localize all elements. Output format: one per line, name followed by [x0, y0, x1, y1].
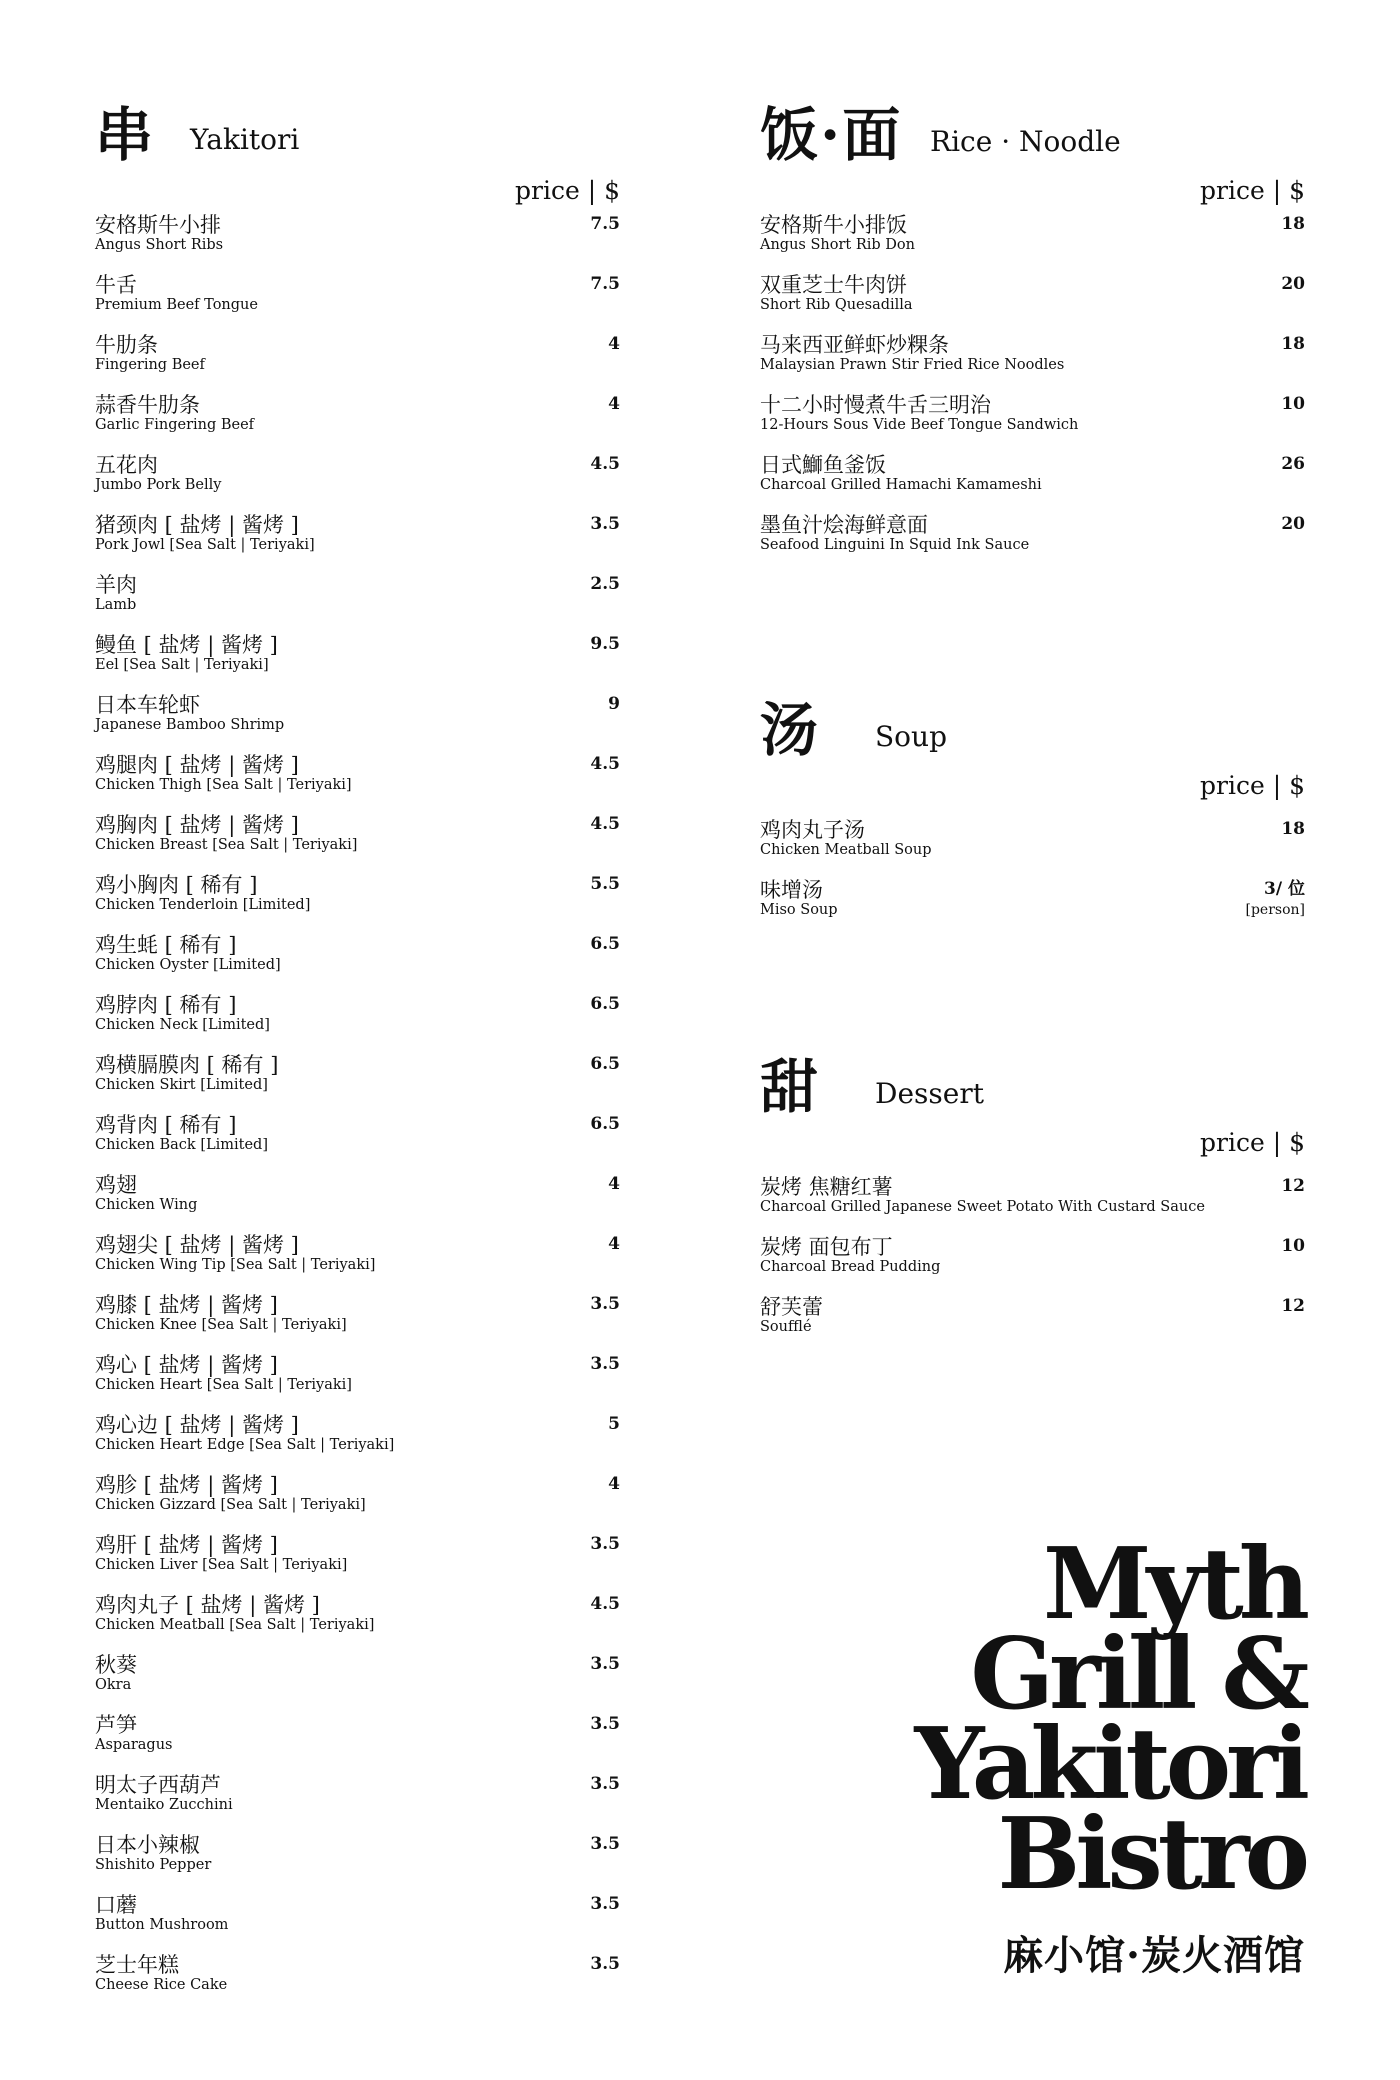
- item-name-cn: 十二小时慢煮牛舌三明治: [760, 393, 991, 417]
- item-name-en: Chicken Thigh [Sea Salt | Teriyaki]: [95, 777, 352, 793]
- item-price: 6.5: [590, 1114, 620, 1134]
- item-name-en: Chicken Liver [Sea Salt | Teriyaki]: [95, 1557, 348, 1573]
- item-name-en: Angus Short Rib Don: [760, 237, 915, 253]
- menu-item: [95, 872, 620, 932]
- item-name-en: Charcoal Grilled Japanese Sweet Potato With Custard Sauce: [760, 1199, 1205, 1215]
- item-name-cn: 蒜香牛肋条: [95, 393, 200, 417]
- menu-item: [95, 1892, 620, 1952]
- menu-item: [95, 1952, 620, 2012]
- brand-line-4: Bistro: [997, 1797, 1305, 1912]
- item-name-en: Chicken Meatball Soup: [760, 842, 932, 858]
- menu-item: [95, 992, 620, 1052]
- price-column-header: price | $: [1200, 1128, 1305, 1157]
- item-price: 4.5: [590, 454, 620, 474]
- item-price: 18: [1281, 214, 1305, 234]
- menu-item: [760, 1294, 1305, 1354]
- item-price: 26: [1281, 454, 1305, 474]
- item-name-en: Eel [Sea Salt | Teriyaki]: [95, 657, 269, 673]
- item-name-cn: 鸡胗 [ 盐烤 | 酱烤 ]: [95, 1473, 278, 1497]
- item-name-cn: 芝士年糕: [95, 1953, 179, 1977]
- item-name-cn: 马来西亚鲜虾炒粿条: [760, 333, 949, 357]
- item-price: 20: [1281, 274, 1305, 294]
- item-name-cn: 鸡横膈膜肉 [ 稀有 ]: [95, 1053, 279, 1077]
- item-name-cn: 鸡翅: [95, 1173, 137, 1197]
- item-name-cn: 鸡心边 [ 盐烤 | 酱烤 ]: [95, 1413, 299, 1437]
- item-name-en: Chicken Neck [Limited]: [95, 1017, 270, 1033]
- item-price: 4: [608, 1174, 620, 1194]
- item-price: 9.5: [590, 634, 620, 654]
- item-name-en: Chicken Gizzard [Sea Salt | Teriyaki]: [95, 1497, 366, 1513]
- item-name-en: Chicken Heart Edge [Sea Salt | Teriyaki]: [95, 1437, 395, 1453]
- item-price: 4: [608, 1234, 620, 1254]
- menu-list: [760, 817, 1305, 937]
- menu-item: [95, 1232, 620, 1292]
- item-name-cn: 安格斯牛小排饭: [760, 213, 907, 237]
- item-name-en: Soufflé: [760, 1319, 812, 1335]
- item-name-en: Charcoal Grilled Hamachi Kamameshi: [760, 477, 1042, 493]
- section-title-cn: 串: [95, 101, 156, 169]
- item-price: 3.5: [590, 1534, 620, 1554]
- item-name-en: Malaysian Prawn Stir Fried Rice Noodles: [760, 357, 1065, 373]
- item-name-en: 12-Hours Sous Vide Beef Tongue Sandwich: [760, 417, 1079, 433]
- item-price: 3.5: [590, 1774, 620, 1794]
- item-name-cn: 鸡翅尖 [ 盐烤 | 酱烤 ]: [95, 1233, 299, 1257]
- item-price: 3.5: [590, 514, 620, 534]
- item-name-cn: 日式鰤鱼釜饭: [760, 453, 886, 477]
- menu-item: [95, 1472, 620, 1532]
- item-price: 4.5: [590, 754, 620, 774]
- item-name-cn: 明太子西葫芦: [95, 1773, 221, 1797]
- menu-item: [760, 817, 1305, 877]
- item-name-cn: 五花肉: [95, 453, 158, 477]
- item-name-cn: 猪颈肉 [ 盐烤 | 酱烤 ]: [95, 513, 299, 537]
- menu-list: [760, 212, 1305, 572]
- section-header: [760, 695, 1305, 765]
- section-header: [95, 100, 620, 170]
- item-price: 6.5: [590, 934, 620, 954]
- item-name-cn: 鸡肉丸子汤: [760, 818, 865, 842]
- price-column-header: price | $: [1200, 176, 1305, 205]
- item-name-en: Pork Jowl [Sea Salt | Teriyaki]: [95, 537, 315, 553]
- item-name-en: Chicken Meatball [Sea Salt | Teriyaki]: [95, 1617, 375, 1633]
- item-name-cn: 牛舌: [95, 273, 137, 297]
- menu-item: [95, 1652, 620, 1712]
- item-name-cn: 舒芙蕾: [760, 1295, 823, 1319]
- item-name-en: Fingering Beef: [95, 357, 205, 373]
- item-name-cn: 羊肉: [95, 573, 137, 597]
- item-price: 10: [1281, 394, 1305, 414]
- item-price: 9: [608, 694, 620, 714]
- item-name-en: Mentaiko Zucchini: [95, 1797, 233, 1813]
- menu-item: [95, 932, 620, 992]
- brand-line-2: Grill &: [970, 1617, 1305, 1732]
- item-price: 4.5: [590, 1594, 620, 1614]
- item-name-en: Chicken Wing Tip [Sea Salt | Teriyaki]: [95, 1257, 376, 1273]
- item-price: 4: [608, 334, 620, 354]
- brand-line-1: Myth: [1043, 1527, 1305, 1642]
- item-name-en: Miso Soup: [760, 902, 838, 918]
- section-title-cn: 饭·面: [760, 101, 903, 169]
- item-price: 7.5: [590, 214, 620, 234]
- item-price: 2.5: [590, 574, 620, 594]
- item-name-en: Charcoal Bread Pudding: [760, 1259, 941, 1275]
- menu-item: [760, 452, 1305, 512]
- menu-list: [760, 1174, 1305, 1354]
- menu-item: [95, 1772, 620, 1832]
- item-price: 3.5: [590, 1654, 620, 1674]
- item-name-en: Chicken Heart [Sea Salt | Teriyaki]: [95, 1377, 352, 1393]
- item-name-en: Garlic Fingering Beef: [95, 417, 255, 433]
- item-name-cn: 炭烤 面包布丁: [760, 1235, 893, 1259]
- brand-line-3: Yakitori: [914, 1707, 1305, 1822]
- menu-item: [95, 692, 620, 752]
- menu-item: [95, 1292, 620, 1352]
- item-price: 3.5: [590, 1834, 620, 1854]
- item-name-en: Okra: [95, 1677, 132, 1693]
- menu-item: [95, 332, 620, 392]
- price-column-header: price | $: [515, 176, 620, 205]
- item-name-cn: 秋葵: [95, 1653, 137, 1677]
- menu-item: [95, 1532, 620, 1592]
- item-name-cn: 炭烤 焦糖红薯: [760, 1175, 893, 1199]
- item-name-en: Short Rib Quesadilla: [760, 297, 913, 313]
- item-name-en: Shishito Pepper: [95, 1857, 212, 1873]
- item-name-cn: 安格斯牛小排: [95, 213, 221, 237]
- menu-item: [95, 1112, 620, 1172]
- item-name-en: Cheese Rice Cake: [95, 1977, 228, 1993]
- item-name-en: Chicken Skirt [Limited]: [95, 1077, 268, 1093]
- item-name-en: Lamb: [95, 597, 137, 613]
- item-price: 12: [1281, 1296, 1305, 1316]
- item-price-note: [person]: [1245, 902, 1305, 918]
- item-price: 3.5: [590, 1354, 620, 1374]
- item-price: 5.5: [590, 874, 620, 894]
- menu-list: [95, 212, 620, 2012]
- item-name-en: Chicken Back [Limited]: [95, 1137, 268, 1153]
- item-name-cn: 鸡肉丸子 [ 盐烤 | 酱烤 ]: [95, 1593, 320, 1617]
- item-name-cn: 鸡生蚝 [ 稀有 ]: [95, 933, 237, 957]
- item-price: 4: [608, 1474, 620, 1494]
- item-price: 6.5: [590, 1054, 620, 1074]
- menu-item: [95, 1412, 620, 1472]
- item-price: 5: [608, 1414, 620, 1434]
- item-name-en: Premium Beef Tongue: [95, 297, 258, 313]
- brand-name-cn: 麻小馆·炭火酒馆: [1003, 1932, 1305, 1979]
- menu-item: [95, 512, 620, 572]
- menu-item: [95, 452, 620, 512]
- item-name-cn: 鳗鱼 [ 盐烤 | 酱烤 ]: [95, 633, 278, 657]
- item-name-cn: 鸡心 [ 盐烤 | 酱烤 ]: [95, 1353, 278, 1377]
- menu-item: [95, 632, 620, 692]
- item-name-en: Seafood Linguini In Squid Ink Sauce: [760, 537, 1030, 553]
- item-name-en: Button Mushroom: [95, 1917, 229, 1933]
- item-name-en: Chicken Tenderloin [Limited]: [95, 897, 311, 913]
- item-price: 3/ 位: [1264, 879, 1305, 899]
- section-title-en: Rice · Noodle: [930, 125, 1121, 158]
- item-name-cn: 日本小辣椒: [95, 1833, 200, 1857]
- item-name-cn: 牛肋条: [95, 333, 158, 357]
- item-price: 4.5: [590, 814, 620, 834]
- item-name-cn: 芦笋: [95, 1713, 137, 1737]
- item-name-en: Chicken Breast [Sea Salt | Teriyaki]: [95, 837, 358, 853]
- menu-item: [95, 812, 620, 872]
- item-price: 18: [1281, 334, 1305, 354]
- section-rice-noodle: [760, 100, 1305, 572]
- item-name-en: Chicken Oyster [Limited]: [95, 957, 281, 973]
- menu-item: [95, 1172, 620, 1232]
- item-name-cn: 鸡脖肉 [ 稀有 ]: [95, 993, 237, 1017]
- item-name-cn: 日本车轮虾: [95, 693, 200, 717]
- menu-item: [95, 1712, 620, 1772]
- section-soup: [760, 695, 1305, 937]
- menu-item: [760, 877, 1305, 937]
- menu-item: [95, 1052, 620, 1112]
- section-dessert: [760, 1052, 1305, 1354]
- section-yakitori: [95, 100, 620, 2012]
- menu-item: [760, 512, 1305, 572]
- item-name-en: Asparagus: [95, 1737, 173, 1753]
- item-price: 3.5: [590, 1954, 620, 1974]
- section-title-cn: 甜: [760, 1053, 821, 1121]
- item-name-cn: 味增汤: [760, 878, 823, 902]
- section-title-en: Soup: [875, 720, 947, 753]
- item-name-cn: 鸡背肉 [ 稀有 ]: [95, 1113, 237, 1137]
- item-name-cn: 双重芝士牛肉饼: [760, 273, 907, 297]
- menu-item: [95, 1352, 620, 1412]
- item-name-en: Chicken Wing: [95, 1197, 198, 1213]
- menu-item: [95, 392, 620, 452]
- menu-item: [760, 272, 1305, 332]
- menu-item: [95, 1832, 620, 1892]
- item-name-cn: 鸡胸肉 [ 盐烤 | 酱烤 ]: [95, 813, 299, 837]
- item-name-cn: 鸡腿肉 [ 盐烤 | 酱烤 ]: [95, 753, 299, 777]
- menu-item: [95, 752, 620, 812]
- menu-item: [95, 212, 620, 272]
- item-name-en: Japanese Bamboo Shrimp: [95, 717, 285, 733]
- item-price: 10: [1281, 1236, 1305, 1256]
- menu-item: [95, 272, 620, 332]
- item-name-en: Chicken Knee [Sea Salt | Teriyaki]: [95, 1317, 347, 1333]
- item-price: 7.5: [590, 274, 620, 294]
- section-title-en: Yakitori: [190, 123, 300, 156]
- item-price: 20: [1281, 514, 1305, 534]
- section-title-en: Dessert: [875, 1077, 984, 1110]
- item-name-en: Jumbo Pork Belly: [95, 477, 222, 493]
- item-name-cn: 鸡肝 [ 盐烤 | 酱烤 ]: [95, 1533, 278, 1557]
- item-name-cn: 鸡小胸肉 [ 稀有 ]: [95, 873, 258, 897]
- menu-item: [95, 1592, 620, 1652]
- item-price: 18: [1281, 819, 1305, 839]
- menu-item: [760, 212, 1305, 272]
- item-price: 3.5: [590, 1894, 620, 1914]
- item-name-cn: 鸡膝 [ 盐烤 | 酱烤 ]: [95, 1293, 278, 1317]
- menu-item: [760, 332, 1305, 392]
- item-price: 6.5: [590, 994, 620, 1014]
- item-name-cn: 墨鱼汁烩海鲜意面: [760, 513, 928, 537]
- brand-logo: [914, 1527, 1305, 1984]
- item-price: 4: [608, 394, 620, 414]
- section-title-cn: 汤: [760, 696, 821, 764]
- price-column-header: price | $: [1200, 771, 1305, 800]
- menu-item: [760, 392, 1305, 452]
- item-name-en: Angus Short Ribs: [95, 237, 224, 253]
- item-price: 3.5: [590, 1294, 620, 1314]
- item-name-cn: 口蘑: [95, 1893, 137, 1917]
- menu-item: [760, 1234, 1305, 1294]
- section-header: [760, 100, 1305, 170]
- item-price: 3.5: [590, 1714, 620, 1734]
- section-header: [760, 1052, 1305, 1122]
- menu-item: [760, 1174, 1305, 1234]
- menu-item: [95, 572, 620, 632]
- item-price: 12: [1281, 1176, 1305, 1196]
